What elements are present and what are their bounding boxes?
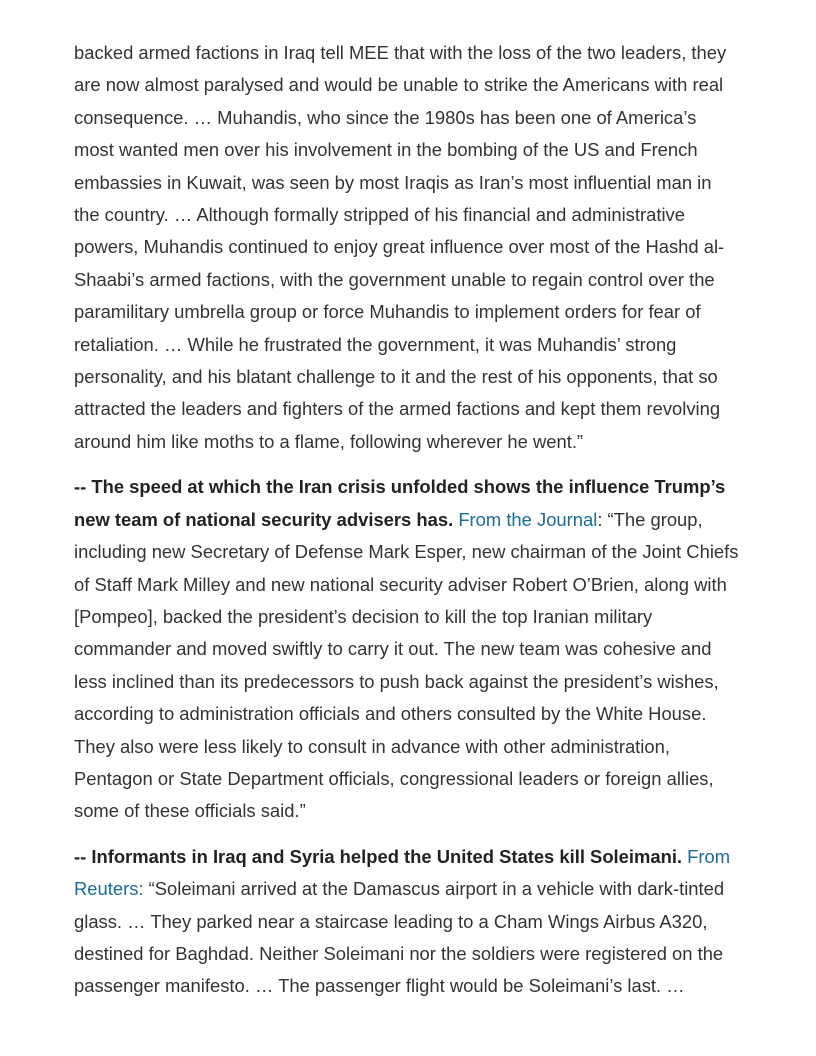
paragraph-informants-soleimani	[74, 841, 740, 1003]
reuters-source-link[interactable]: From Reuters:	[74, 845, 731, 900]
paragraph-text: backed armed factions in Iraq tell MEE that with the loss of the two leaders, they are now almost paralysed and would be unable to strike the Americans with real consequence. … Muhandis, who since the 1980s has been one of America’s most wanted men over his involvement in the bombing of the US and French embassies in Kuwait, was seen by most Iraqis as Iran’s most influential man in the country. … Although formally stripped of his financial and administrative powers, Muhandis continued to enjoy great influence over most of the Hashd al-Shaabi’s armed factions, with the government unable to regain control over the paramilitary umbrella group or force Muhandis to implement orders for fear of retaliation. … While he frustrated the government, it was Muhandis’ strong personality, and his blatant challenge to it and the rest of his opponents, that so attracted the leaders and fighters of the armed factions and kept them revolving around him like moths to a flame, following wherever he went.”	[74, 42, 727, 452]
paragraph-text: : “The group, including new Secretary of Defense Mark Esper, new chairman of the Joint Chiefs of Staff Mark Milley and new national security adviser Robert O’Brien, along with [Pompeo], backed the president’s decision to kill the top Iranian military commander and moved swiftly to carry it out. The new team was cohesive and less inclined than its predecessors to push back against the president’s wishes, according to administration officials and others consulted by the White House. They also were less likely to consult in advance with other administration, Pentagon or State Department officials, congressional leaders or foreign allies, some of these officials said.”	[74, 508, 739, 822]
journal-source-link[interactable]: From the Journal	[458, 508, 598, 530]
bold-lead-in: -- The speed at which the Iran crisis unfolded shows the influence Trump’s new team of national security advisers has.	[74, 476, 726, 530]
paragraph-text: “Soleimani arrived at the Damascus airport in a vehicle with dark-tinted glass. … They parked near a staircase leading to a Cham Wings Airbus A320, destined for Baghdad. Neither Soleimani nor the soldiers were registered on the passenger manifesto. … The passenger flight would be Soleimani’s last. …	[74, 878, 725, 997]
paragraph-quote-continuation	[74, 37, 740, 458]
paragraph-iran-crisis-advisers	[74, 471, 740, 827]
bold-lead-in: -- Informants in Iraq and Syria helped the United States kill Soleimani.	[74, 845, 688, 867]
